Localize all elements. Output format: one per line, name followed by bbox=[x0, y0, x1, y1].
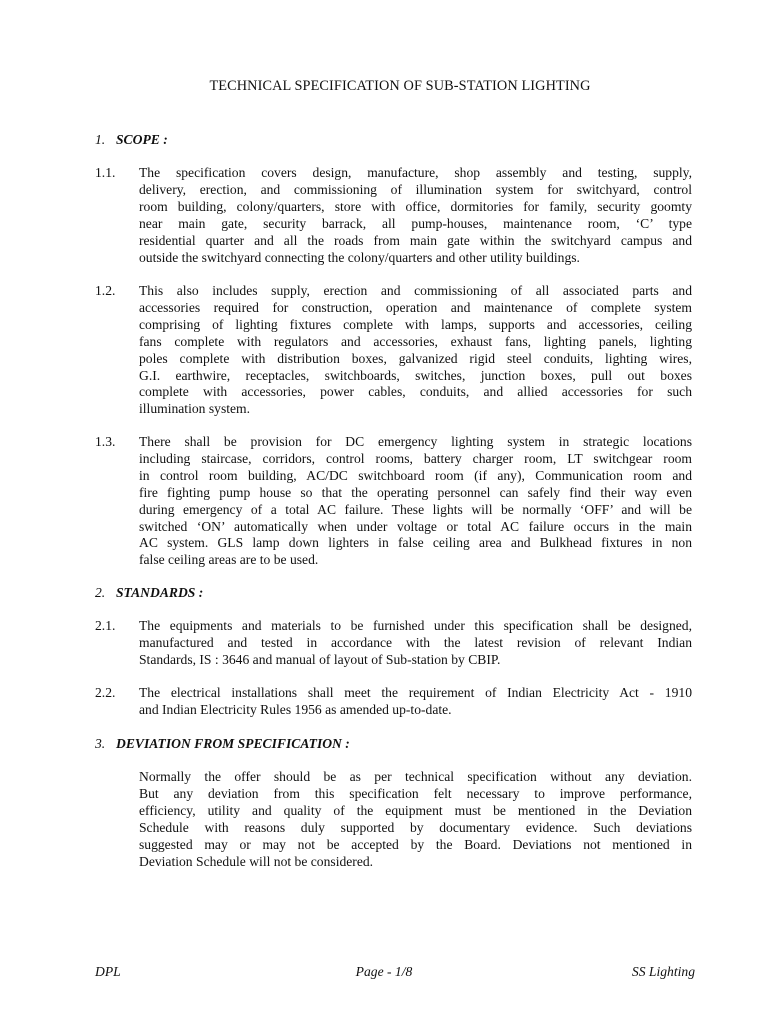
paragraph-line: efficiency, utility and quality of the equipment must be mentioned in the Deviation bbox=[139, 802, 692, 818]
paragraph-line: Normally the offer should be as per technical specification without any deviation. bbox=[139, 769, 692, 784]
paragraph-number-1-2: 1.2. bbox=[95, 283, 116, 298]
paragraph-line: Deviation Schedule will not be considered. bbox=[139, 853, 374, 869]
paragraph-line: fire fighting pump house so that the operating personnel can safely find their way even bbox=[139, 484, 692, 500]
footer-document-name: SS Lighting bbox=[631, 964, 695, 979]
paragraph-number-2-2: 2.2. bbox=[95, 685, 116, 700]
paragraph-line: including staircase, corridors, control rooms, battery charger room, LT switchgear room bbox=[139, 450, 692, 466]
footer-page-number: Page - 1/8 bbox=[355, 964, 413, 979]
section-number: 1. bbox=[95, 132, 106, 147]
paragraph-line: Standards, IS : 3646 and manual of layout of Sub-station by CBIP. bbox=[139, 651, 501, 667]
paragraph-line: The electrical installations shall meet the requirement of Indian Electricity Act - 1910 bbox=[139, 685, 692, 700]
paragraph-line: poles complete with distribution boxes, galvanized rigid steel conduits, lighting wires, bbox=[139, 350, 692, 366]
section-title: STANDARDS : bbox=[116, 585, 204, 600]
section-title: SCOPE : bbox=[116, 132, 168, 147]
paragraph-line: accessories required for construction, operation and maintenance of complete system bbox=[139, 299, 692, 315]
section-title: DEVIATION FROM SPECIFICATION : bbox=[116, 736, 350, 751]
paragraph-line: near main gate, security barrack, all pump-houses, maintenance room, ‘C’ type bbox=[139, 215, 692, 231]
document-title: TECHNICAL SPECIFICATION OF SUB-STATION LIGHTING bbox=[209, 78, 591, 94]
paragraph-line: There shall be provision for DC emergency lighting system in strategic locations bbox=[139, 434, 692, 449]
paragraph-number-1-1: 1.1. bbox=[95, 165, 116, 180]
section-number: 2. bbox=[95, 585, 106, 600]
paragraph-line: The specification covers design, manufacture, shop assembly and testing, supply, bbox=[139, 165, 692, 180]
paragraph-line: fans complete with regulators and accessories, exhaust fans, lighting panels, lighting bbox=[139, 333, 692, 349]
paragraph-line: AC system. GLS lamp down lighters in false ceiling area and Bulkhead fixtures in non bbox=[139, 535, 692, 551]
footer-company: DPL bbox=[95, 964, 121, 979]
section-heading-standards bbox=[95, 585, 203, 601]
paragraph-line: delivery, erection, and commissioning of illumination system for switchyard, control bbox=[139, 181, 692, 197]
paragraph-line: This also includes supply, erection and commissioning of all associated parts and bbox=[139, 283, 692, 298]
paragraph-line: outside the switchyard connecting the colony/quarters and other utility buildings. bbox=[139, 249, 580, 265]
paragraph-line: But any deviation from this specification felt necessary to improve performance, bbox=[139, 785, 692, 801]
paragraph-line: Schedule with reasons duly supported by documentary evidence. Such deviations bbox=[139, 819, 692, 835]
paragraph-line: G.I. earthwire, receptacles, switchboards, switches, junction boxes, pull out boxes bbox=[139, 367, 692, 383]
paragraph-3 bbox=[139, 769, 692, 870]
paragraph-1-3 bbox=[139, 434, 692, 569]
paragraph-line: complete with accessories, power cables, conduits, and allied accessories for such bbox=[139, 384, 692, 400]
paragraph-line: The equipments and materials to be furnished under this specification shall be designed, bbox=[139, 618, 692, 633]
paragraph-line: false ceiling areas are to be used. bbox=[139, 552, 319, 568]
paragraph-line: room building, colony/quarters, store with office, dormitories for family, security goomty bbox=[139, 198, 692, 214]
section-number: 3. bbox=[95, 736, 106, 751]
paragraph-line: and Indian Electricity Rules 1956 as amended up-to-date. bbox=[139, 701, 452, 717]
paragraph-line: during emergency of a total AC failure. These lights will be normally ‘OFF’ and will be bbox=[139, 501, 692, 517]
paragraph-2-1 bbox=[139, 618, 692, 669]
paragraph-line: in control room building, AC/DC switchboard room (if any), Communication room and bbox=[139, 467, 692, 483]
paragraph-line: illumination system. bbox=[139, 401, 251, 417]
paragraph-number-2-1: 2.1. bbox=[95, 618, 116, 633]
paragraph-line: residential quarter and all the roads from main gate within the switchyard campus and bbox=[139, 232, 692, 248]
section-heading-scope bbox=[95, 132, 168, 148]
paragraph-line: switched ‘ON’ automatically when under voltage or total AC failure occurs in the main bbox=[139, 518, 692, 534]
paragraph-2-2 bbox=[139, 685, 692, 719]
paragraph-line: suggested may or may not be accepted by the Board. Deviations not mentioned in bbox=[139, 836, 692, 852]
paragraph-number-1-3: 1.3. bbox=[95, 434, 116, 449]
paragraph-line: comprising of lighting fixtures complete with lamps, supports and accessories, ceiling bbox=[139, 316, 692, 332]
paragraph-1-2 bbox=[139, 283, 692, 418]
section-heading-deviation bbox=[95, 736, 350, 752]
paragraph-line: manufactured and tested in accordance with the latest revision of relevant Indian bbox=[139, 634, 692, 650]
paragraph-1-1 bbox=[139, 165, 692, 266]
